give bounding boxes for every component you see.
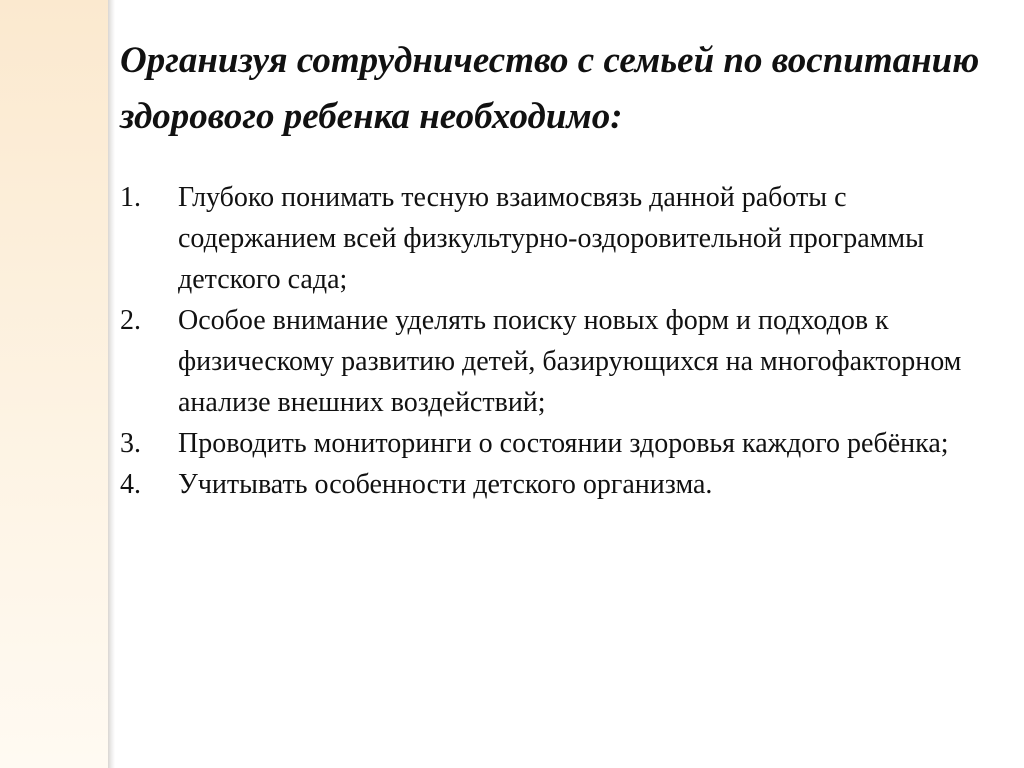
slide-title: Организуя сотрудничество с семьей по воспитанию здорового ребенка необходимо: <box>120 40 980 137</box>
list-item-number: 2. <box>120 305 141 336</box>
list-item-number: 1. <box>120 182 141 213</box>
list-item <box>120 300 1010 423</box>
list-item-text: Особое внимание уделять поиску новых форм и подходов к физическому развитию детей, базирующихся на многофакторном анализе внешних воздействий; <box>178 305 962 418</box>
list-item-number: 4. <box>120 469 141 500</box>
list-item-text: Глубоко понимать тесную взаимосвязь данной работы с содержанием всей физкультурно-оздоровительной программы детского сада; <box>178 182 924 295</box>
list-item-number: 3. <box>120 428 141 459</box>
list-item <box>120 177 1010 300</box>
left-decorative-bar <box>0 0 108 768</box>
list-item-text: Проводить мониторинги о состоянии здоровья каждого ребёнка; <box>178 428 949 459</box>
list-item <box>120 423 1010 464</box>
slide-content <box>120 33 1010 505</box>
left-bar-shadow <box>108 0 115 768</box>
list-item-text: Учитывать особенности детского организма. <box>178 469 713 500</box>
numbered-list <box>120 177 1010 505</box>
list-item <box>120 464 1010 505</box>
